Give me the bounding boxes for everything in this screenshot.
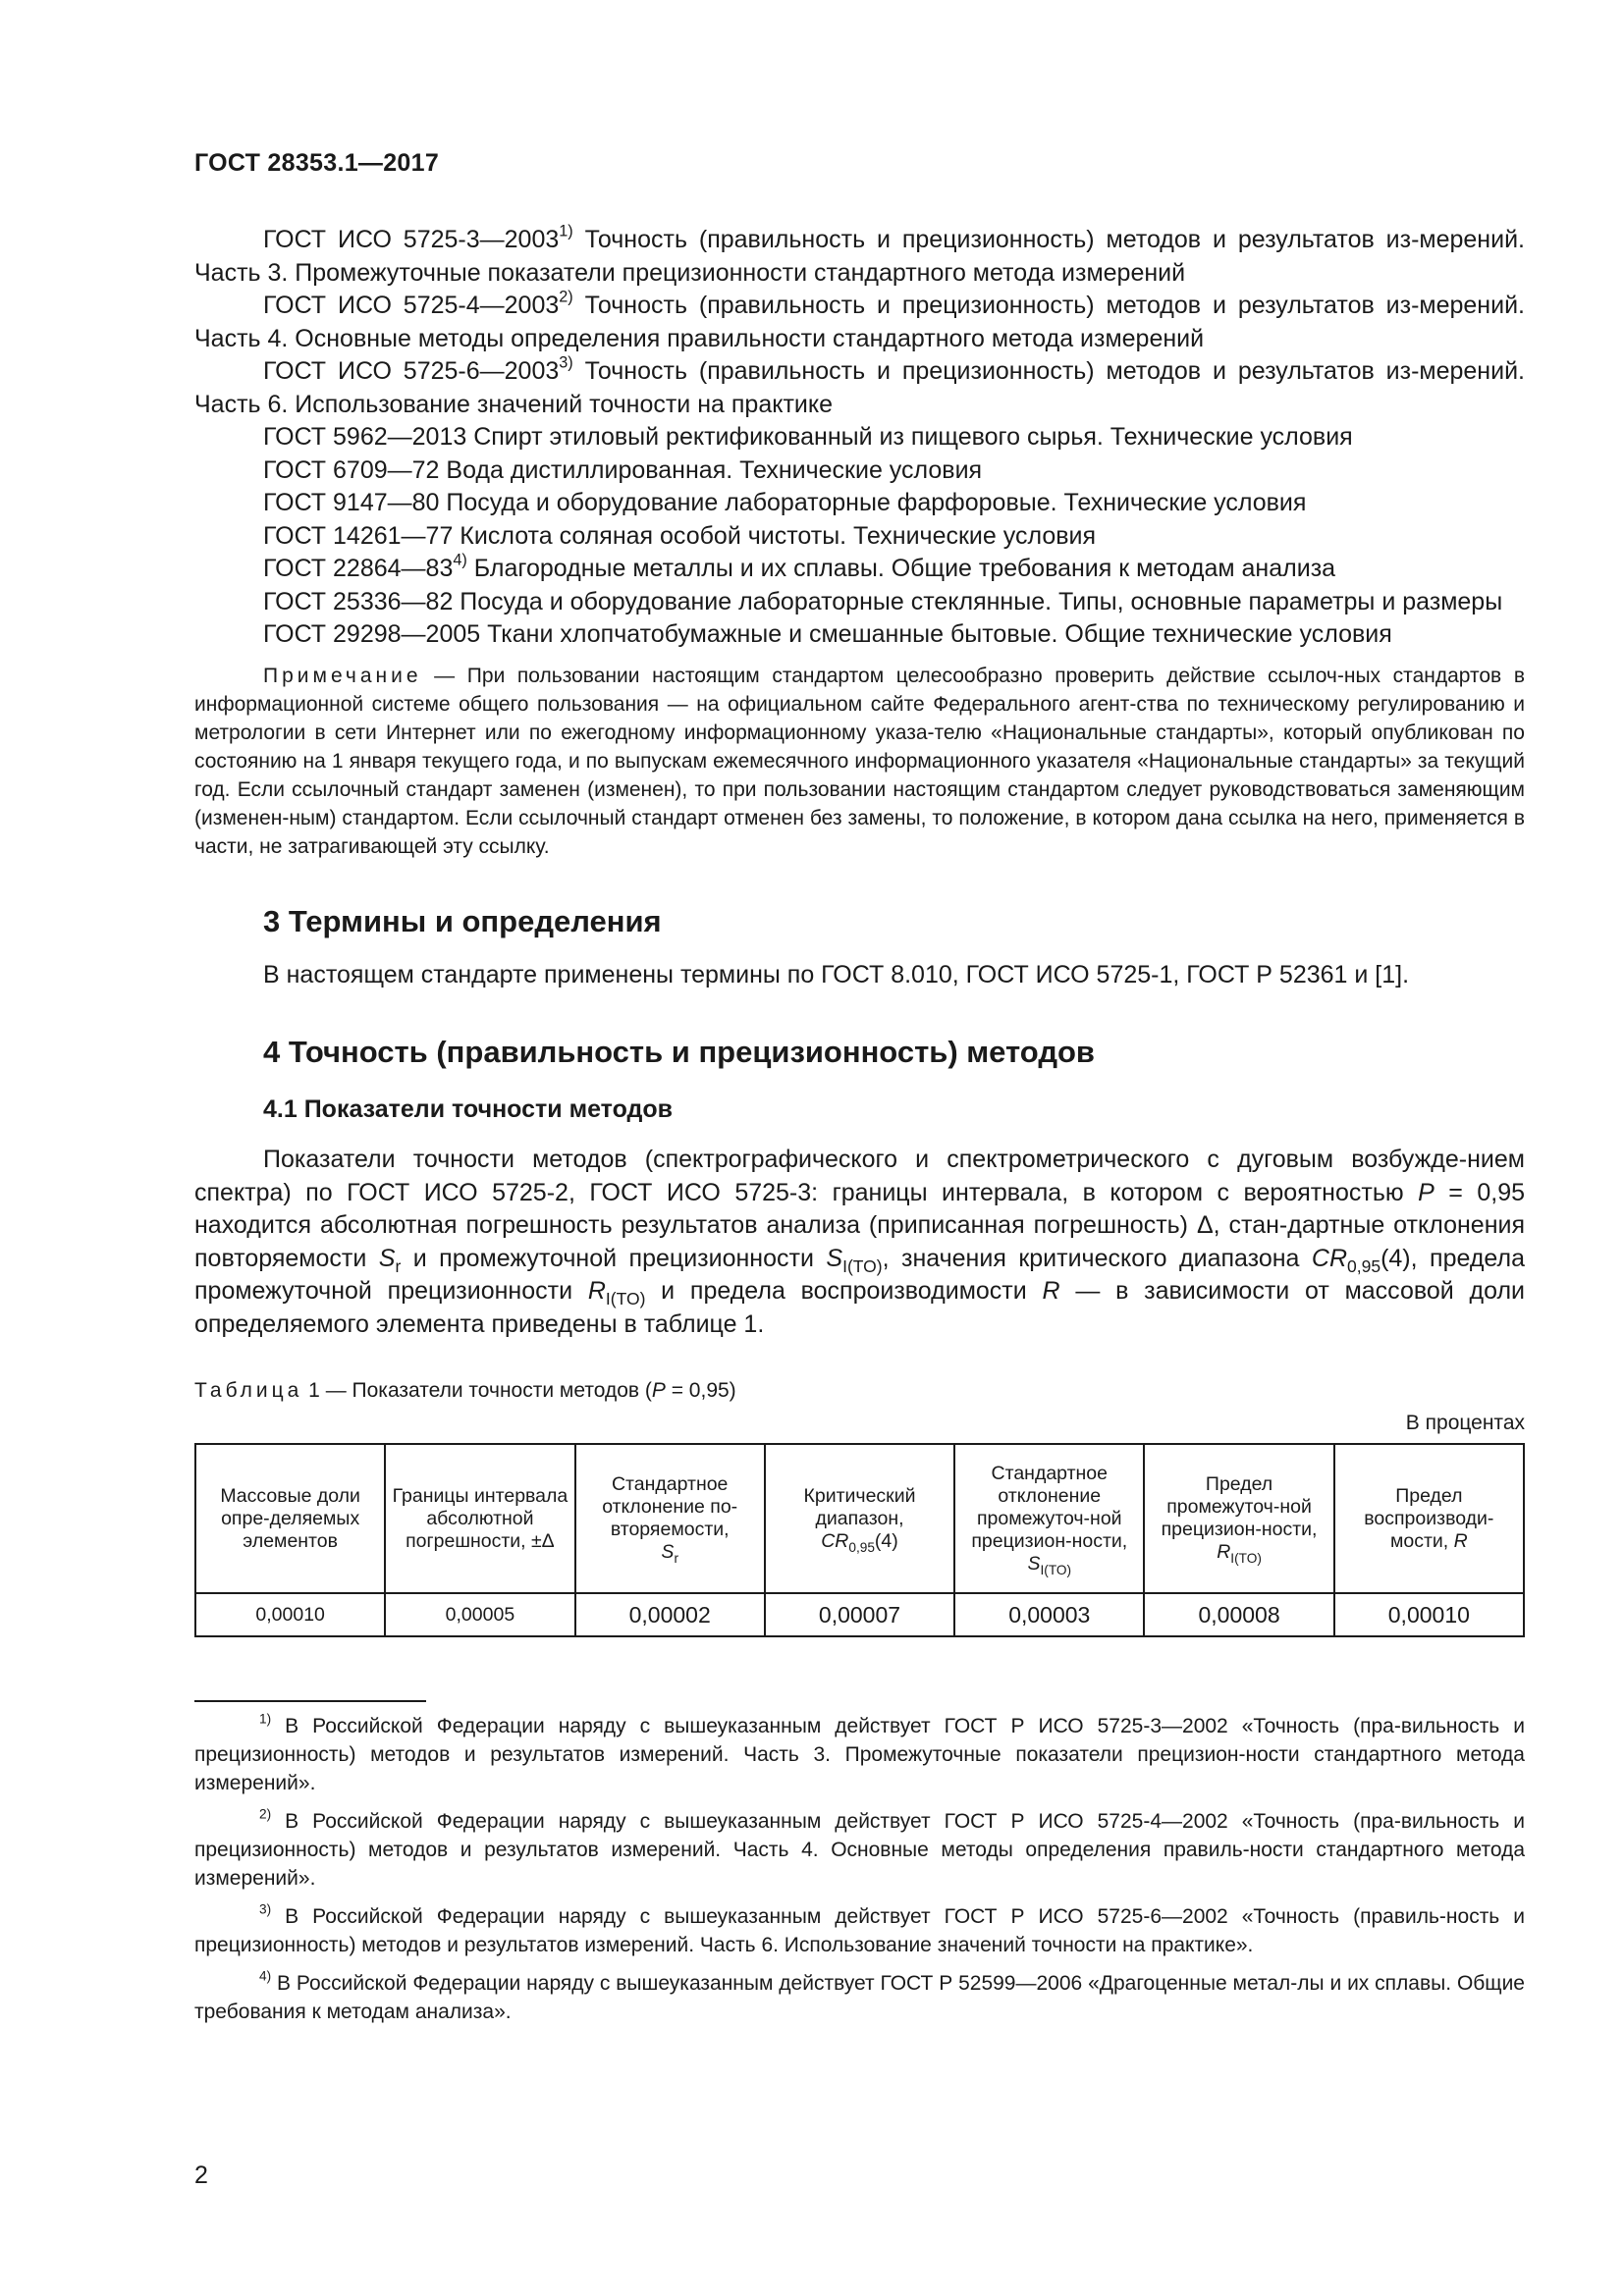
- normative-references: [194, 224, 1525, 652]
- accuracy-table: [194, 1443, 1525, 1637]
- table-header-cell: Массовые доли опре-деляемых элементов: [195, 1444, 385, 1593]
- table-cell: 0,00010: [195, 1593, 385, 1636]
- footnotes: [194, 1712, 1525, 2026]
- table-cell: 0,00005: [385, 1593, 574, 1636]
- reference-item: ГОСТ 5962—2013 Спирт этиловый ректификованный из пищевого сырья. Технические условия: [263, 423, 1353, 451]
- table-header-cell: Предел воспроизводи-мости, R: [1334, 1444, 1524, 1593]
- table-cell: 0,00008: [1144, 1593, 1333, 1636]
- footnote: $^{3)}$ В Российской Федерации наряду с вышеуказанным действует ГОСТ Р ИСО 5725-6—2002 «Точность (правиль-ность и прецизионность) методов и результатов измерений. Часть 6. Использование значений точности на практике».: [194, 1901, 1525, 1956]
- section-4-heading: 4 Точность (правильность и прецизионность) методов: [263, 1035, 1095, 1069]
- footnote: $^{2)}$ В Российской Федерации наряду с вышеуказанным действует ГОСТ Р ИСО 5725-4—2002 «Точность (пра-вильность и прецизионность) методов и результатов измерений. Часть 4. Основные методы определения правиль-ности стандартного метода измерений».: [194, 1806, 1525, 1890]
- table-header-cell: Критический диапазон, $CR_{0,95}(4)$: [765, 1444, 954, 1593]
- table-cell: 0,00010: [1334, 1593, 1524, 1636]
- note-label: Примечание: [263, 664, 422, 687]
- section-4-1-paragraph: Показатели точности методов (спектрографического и спектрометрического с дуговым возбужде-нием спектра) по ГОСТ ИСО 5725-2, ГОСТ ИСО 5725-3: границы интервала, в котором с вероятностью P = 0,95 находится абсолютная погрешность результатов анализа (приписанная погрешность) Δ, стан-дартные отклонения повторяемости $S_r$ и промежуточной прецизионности $S_{I(TO)}$, значения критического диапазона $CR_{0,95}(4)$, предела промежуточной прецизионности $R_{I(TO)}$ и предела воспроизводимости R — в зависимости от массовой доли определяемого элемента приведены в таблице 1.: [194, 1146, 1525, 1338]
- page-number: 2: [194, 2162, 208, 2189]
- section-3-text: В настоящем стандарте применены термины по ГОСТ 8.010, ГОСТ ИСО 5725-1, ГОСТ Р 52361 и [1].: [263, 960, 1410, 988]
- footnote: $^{1)}$ В Российской Федерации наряду с вышеуказанным действует ГОСТ Р ИСО 5725-3—2002 «Точность (пра-вильность и прецизионность) методов и результатов измерений. Часть 3. Промежуточные показатели прецизион-ности стандартного метода измерений».: [194, 1711, 1525, 1794]
- reference-item: ГОСТ ИСО 5725-6—2003$^{3)}$ Точность (правильность и прецизионность) методов и результатов из-мерений. Часть 6. Использование значений точности на практике: [194, 353, 1525, 418]
- table-header-cell: Стандартное отклонение промежуточ-ной прецизион-ности, $S_{I(TO)}$: [954, 1444, 1144, 1593]
- table-row: [195, 1593, 1524, 1636]
- document-body: [194, 224, 1525, 2036]
- table-header-row: [195, 1444, 1524, 1593]
- table-cell: 0,00002: [575, 1593, 765, 1636]
- reference-item: ГОСТ 9147—80 Посуда и оборудование лабораторные фарфоровые. Технические условия: [263, 489, 1307, 516]
- document-id: ГОСТ 28353.1—2017: [194, 149, 440, 177]
- note-paragraph: Примечание — При пользовании настоящим стандартом целесообразно проверить действие ссылоч-ных стандартов в информационной системе общего пользования — на официальном сайте Федерального агент-ства по техническому регулированию и метрологии в сети Интернет или по ежегодному информационному указа-телю «Национальные стандарты», который опубликован по состоянию на 1 января текущего года, и по выпускам ежемесячного информационного указателя «Национальные стандарты» за текущий год. Если ссылочный стандарт заменен (изменен), то при пользовании настоящим стандартом следует руководствоваться заменяющим (изменен-ным) стандартом. Если ссылочный стандарт отменен без замены, то положение, в котором дана ссылка на него, применяется в части, не затрагивающей эту ссылку.: [194, 664, 1525, 858]
- table-unit: В процентах: [1405, 1412, 1525, 1434]
- reference-item: ГОСТ ИСО 5725-3—2003$^{1)}$ Точность (правильность и прецизионность) методов и результатов из-мерений. Часть 3. Промежуточные показатели прецизионности стандартного метода измерений: [194, 222, 1525, 287]
- reference-item: ГОСТ 14261—77 Кислота соляная особой чистоты. Технические условия: [263, 521, 1097, 550]
- table-header-cell: Предел промежуточ-ной прецизион-ности, $R_{I(TO)}$: [1144, 1444, 1333, 1593]
- table-header-cell: Стандартное отклонение по-вторяемости, $S_r$: [575, 1444, 765, 1593]
- section-3-heading: 3 Термины и определения: [263, 903, 662, 938]
- table-cell: 0,00007: [765, 1593, 954, 1636]
- table-caption: Таблица 1 — Показатели точности методов (P = 0,95): [194, 1379, 736, 1402]
- reference-item: ГОСТ ИСО 5725-4—2003$^{2)}$ Точность (правильность и прецизионность) методов и результатов из-мерений. Часть 4. Основные методы определения правильности стандартного метода измерений: [194, 288, 1525, 352]
- table-cell: 0,00003: [954, 1593, 1144, 1636]
- subsection-4-1-heading: 4.1 Показатели точности методов: [263, 1095, 674, 1123]
- table-header-cell: Границы интервала абсолютной погрешности, ±Δ: [385, 1444, 574, 1593]
- footnote-separator: [194, 1700, 426, 1702]
- reference-item: ГОСТ 29298—2005 Ткани хлопчатобумажные и смешанные бытовые. Общие технические условия: [263, 620, 1392, 648]
- reference-item: ГОСТ 25336—82 Посуда и оборудование лабораторные стеклянные. Типы, основные параметры и размеры: [263, 587, 1503, 615]
- footnote: $^{4)}$ В Российской Федерации наряду с вышеуказанным действует ГОСТ Р 52599—2006 «Драгоценные метал-лы и их сплавы. Общие требования к методам анализа».: [194, 1968, 1525, 2023]
- reference-item: ГОСТ 6709—72 Вода дистиллированная. Технические условия: [263, 455, 983, 484]
- reference-item: ГОСТ 22864—83$^{4)}$ Благородные металлы и их сплавы. Общие требования к методам анализа: [263, 551, 1336, 582]
